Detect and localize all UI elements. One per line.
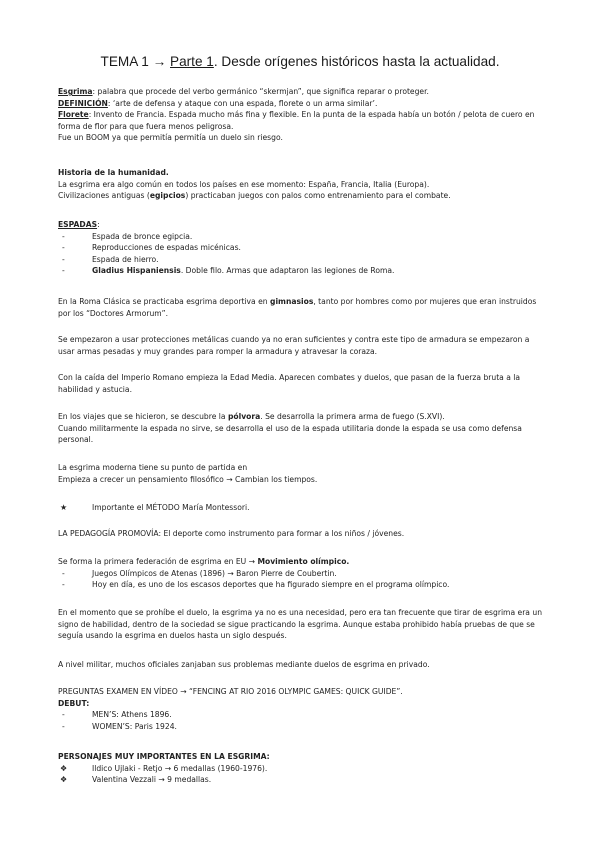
list-item: - Gladius Hispaniensis. Doble filo. Armas que adaptaron las legiones de Roma. (58, 265, 548, 277)
espadas-heading: ESPADAS (58, 220, 98, 229)
protecciones-paragraph: Se empezaron a usar protecciones metálicas cuando ya no eran suficientes y contra este tipo de armadura se empezaron a usar armas pesadas y muy grandes para romper la armadura y atravesar la coraza. (58, 335, 530, 356)
definicion-label: DEFINICIÓN (58, 98, 108, 108)
federacion-list (58, 568, 548, 591)
definicion-line: DEFINICIÓN: ‘arte de defensa y ataque con una espada, florete o un arma similar’. (58, 98, 378, 108)
historia-heading: Historia de la humanidad. (58, 168, 169, 177)
esgrima-label: Esgrima (58, 87, 93, 96)
roma-paragraph: En la Roma Clásica se practicaba esgrima deportiva en gimnasios, tanto por hombres como por mujeres que eran instruidos por los “Doctores Armorum”. (58, 297, 537, 318)
list-item: - MEN’S: Athens 1896. (58, 709, 548, 721)
preguntas-line: PREGUNTAS EXAMEN EN VÍDEO → “FENCING AT RIO 2016 OLYMPIC GAMES: QUICK GUIDE”. (58, 687, 403, 696)
moderna-paragraph: La esgrima moderna tiene su punto de partida en Empieza a crecer un pensamiento filosófico → Cambian los tiempos. (58, 463, 318, 484)
list-item: - Juegos Olímpicos de Atenas (1896) → Baron Pierre de Coubertin. (58, 568, 548, 580)
list-item: ❖ Ildico Ujlaki - Retjo → 6 medallas (1960-1976). (60, 763, 268, 773)
diamond-bullet-icon: ❖ (60, 775, 68, 785)
espadas-section: ESPADAS: - Espada de bronce egipcia. - Reproducciones de espadas micénicas. - Espada de hierro. - Gladius Hispaniensis. Doble filo. Armas que adaptaron las legiones de Roma. (58, 219, 548, 277)
page-title (0, 54, 600, 70)
caida-paragraph: Con la caída del Imperio Romano empieza la Edad Media. Aparecen combates y duelos, que pasan de la fuerza bruta a la habilidad y astucia. (58, 373, 521, 394)
militar-paragraph: A nivel militar, muchos oficiales zanjaban sus problemas mediante duelos de esgrima en privado. (58, 660, 430, 669)
title-part: Parte 1 (170, 54, 214, 69)
pedagogia-paragraph: LA PEDAGOGÍA PROMOVÍA: El deporte como instrumento para formar a los niños / jóvenes. (58, 529, 405, 538)
list-item: - Hoy en día, es uno de los escasos deportes que ha figurado siempre en el programa olímpico. (58, 579, 548, 591)
historia-line2: Civilizaciones antiguas (egipcios) practicaban juegos con palos como entrenamiento para el combate. (58, 191, 451, 201)
florete-label: Florete (58, 110, 89, 120)
list-item: - WOMEN’S: Paris 1924. (58, 721, 548, 733)
historia-line1: La esgrima era algo común en todos los países en ese momento: España, Francia, Italia (Europa). (58, 179, 430, 189)
florete-line: Florete: Invento de Francia. Espada mucho más fina y flexible. En la punta de la espada había un botón / pelota de cuero en forma de flor para que fuera menos peligrosa. (58, 110, 535, 131)
intro-section (58, 86, 548, 144)
list-item: - Reproducciones de espadas micénicas. (58, 242, 548, 254)
federacion-section: Se forma la primera federación de esgrima en EU → Movimiento olímpico. - Juegos Olímpicos de Atenas (1896) → Baron Pierre de Coubertin. - Hoy en día, es uno de los escasos deportes que ha figurado siempre en el programa olímpico. (58, 556, 548, 591)
metodo-section (58, 502, 548, 514)
boom-line: Fue un BOOM ya que permitía permitía un duelo sin riesgo. (58, 133, 283, 143)
personajes-list (58, 763, 548, 786)
diamond-bullet-icon: ❖ (60, 763, 68, 773)
list-item: ★ Importante el MÉTODO María Montessori. (60, 503, 250, 512)
preguntas-section: PREGUNTAS EXAMEN EN VÍDEO → “FENCING AT RIO 2016 OLYMPIC GAMES: QUICK GUIDE”. DEBUT: - MEN’S: Athens 1896. - WOMEN’S: Paris 1924. (58, 686, 548, 732)
personajes-section (58, 751, 548, 786)
duelo-paragraph: En el momento que se prohíbe el duelo, la esgrima ya no es una necesidad, pero era tan frecuente que tirar de esgrima era un signo de habilidad, dentro de la sociedad se sigue practicando la esgrima. Aunque estaba prohibido había pruebas de que se seguía usando la esgrima en duelos hasta un siglo después. (58, 608, 543, 641)
personajes-heading: PERSONAJES MUY IMPORTANTES EN LA ESGRIMA: (58, 752, 270, 761)
title-rest: . Desde orígenes históricos hasta la actualidad. (213, 54, 500, 69)
espadas-list (58, 231, 548, 277)
star-icon: ★ (60, 503, 68, 512)
historia-section (58, 167, 548, 202)
viajes-paragraph: En los viajes que se hicieron, se descubre la pólvora. Se desarrolla la primera arma de fuego (S.XVI). Cuando militarmente la espada no sirve, se desarrolla el uso de la espada utilitaria donde la espada se usa como defensa personal. (58, 412, 522, 445)
debut-list (58, 709, 548, 732)
esgrima-definition: Esgrima: palabra que procede del verbo germánico “skermjan”, que significa reparar o proteger. (58, 87, 429, 96)
list-item: - Espada de hierro. (58, 254, 548, 266)
list-item: - Espada de bronce egipcia. (58, 231, 548, 243)
debut-label: DEBUT (58, 698, 87, 708)
list-item: ❖ Valentina Vezzali → 9 medallas. (60, 775, 212, 785)
title-prefix: TEMA 1 → (100, 54, 171, 69)
